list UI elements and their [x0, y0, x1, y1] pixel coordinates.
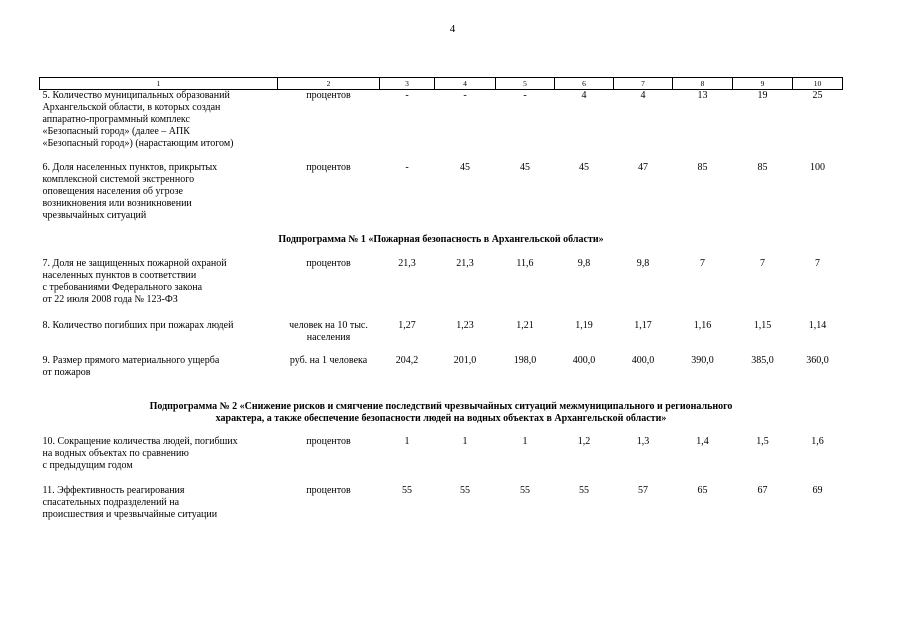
value-cell: 45	[579, 161, 589, 173]
value-cell: 1,4	[696, 435, 709, 447]
indicator-name-line: с требованиями Федерального закона	[42, 281, 203, 293]
column-header: 2	[278, 78, 380, 90]
indicator-name-line: 9. Размер прямого материального ущерба	[42, 354, 220, 366]
indicator-name-line: 8. Количество погибших при пожарах людей	[42, 319, 234, 331]
indicator-name-line: происшествия и чрезвычайные ситуации	[42, 508, 218, 520]
indicator-name-line: чрезвычайных ситуаций	[42, 209, 147, 221]
indicator-name-line: «Безопасный город» (далее – АПК	[42, 126, 190, 137]
subprogram-heading-line: Подпрограмма № 2 «Снижение рисков и смягчение последствий чрезвычайных ситуаций межмуниципального и регионального	[149, 401, 733, 412]
value-cell: 1	[462, 435, 468, 447]
value-cell: 1	[522, 435, 528, 447]
indicator-name-line: «Безопасный город») (нарастающим итогом)	[42, 138, 234, 149]
value-cell: 7	[760, 257, 765, 269]
unit-line: процентов	[306, 484, 351, 496]
column-header: 5	[496, 78, 555, 90]
subprogram-heading	[40, 391, 843, 436]
page-number: 4	[449, 23, 456, 35]
indicator-name	[40, 320, 278, 355]
unit-cell	[278, 355, 380, 391]
column-header: 4	[435, 78, 496, 90]
indicator-name	[40, 258, 278, 320]
table-row	[40, 436, 843, 485]
column-header: 7	[614, 78, 673, 90]
subprogram-heading-line: Подпрограмма № 1 «Пожарная безопасность в Архангельской области»	[278, 233, 604, 245]
value-cell: 1,21	[516, 319, 534, 331]
indicator-name-line: комплексной системой экстренного	[42, 173, 195, 185]
column-header: 3	[380, 78, 435, 90]
value-cell: 1	[404, 435, 410, 447]
value-cell: -	[405, 161, 409, 173]
column-header: 10	[793, 78, 843, 90]
indicators-table	[39, 77, 843, 525]
indicator-name-line: оповещения населения об угрозе	[42, 185, 183, 197]
indicator-name-line: спасательных подразделений на	[42, 496, 180, 508]
value-cell: 4	[640, 90, 646, 101]
table-row	[40, 162, 843, 234]
value-cell: 1,19	[575, 319, 593, 331]
indicator-name-line: 6. Доля населенных пунктов, прикрытых	[42, 161, 218, 173]
value-cell: 390,0	[691, 354, 714, 366]
value-cell: -	[405, 90, 409, 101]
unit-line: человек на 10 тыс.	[289, 319, 368, 331]
value-cell: 1,2	[577, 435, 591, 447]
value-cell: 1,17	[634, 319, 652, 331]
unit-cell	[278, 90, 380, 162]
value-cell: 400,0	[572, 354, 596, 366]
table-row	[40, 355, 843, 391]
value-cell: 1,27	[398, 319, 416, 331]
indicator-name	[40, 485, 278, 525]
value-cell: 57	[638, 484, 648, 496]
value-cell: 13	[697, 90, 708, 101]
indicator-name-line: аппаратно-программный комплекс	[42, 114, 190, 125]
value-cell: -	[463, 90, 467, 101]
value-cell: 21,3	[398, 257, 416, 269]
table-row	[40, 320, 843, 355]
indicator-name	[40, 355, 278, 391]
table-row	[40, 258, 843, 320]
indicator-name-line: 5. Количество муниципальных образований	[42, 90, 230, 101]
indicator-name-line: населенных пунктов в соответствии	[42, 269, 197, 281]
value-cell: 65	[697, 484, 708, 496]
value-cell: 100	[810, 161, 825, 173]
unit-line: населения	[306, 331, 351, 343]
value-cell: 400,0	[631, 354, 655, 366]
unit-cell	[278, 436, 380, 485]
value-cell: 25	[812, 90, 823, 101]
unit-cell	[278, 320, 380, 355]
value-cell: 385,0	[751, 354, 774, 366]
subprogram-row	[40, 391, 843, 436]
table-row	[40, 90, 843, 162]
indicator-name-line: на водных объектах по сравнению	[42, 447, 189, 459]
value-cell: 1,14	[808, 319, 827, 331]
value-cell: 1,3	[636, 435, 650, 447]
subprogram-heading-line: характера, а также обеспечение безопасности людей на водных объектах в Архангельской области»	[215, 413, 667, 424]
value-cell: 85	[697, 161, 708, 173]
value-cell: 69	[812, 484, 823, 496]
indicator-name-line: 10. Сокращение количества людей, погибших	[42, 435, 238, 447]
indicator-name-line: от пожаров	[42, 366, 91, 378]
indicator-name	[40, 162, 278, 234]
column-header: 8	[673, 78, 733, 90]
value-cell: 7	[700, 257, 705, 269]
indicator-name-line: с предыдущим годом	[42, 459, 133, 471]
value-cell: 45	[520, 161, 530, 173]
unit-cell	[278, 258, 380, 320]
unit-line: руб. на 1 человека	[289, 354, 368, 366]
value-cell: 85	[757, 161, 768, 173]
indicator-name-line: 7. Доля не защищенных пожарной охраной	[42, 257, 227, 269]
value-cell: 7	[815, 257, 820, 269]
subprogram-heading	[40, 234, 843, 258]
indicator-name-line: 11. Эффективность реагирования	[42, 484, 185, 496]
indicator-name-line: Архангельской области, в которых создан	[42, 102, 221, 113]
indicator-name	[40, 90, 278, 162]
value-cell: 204,2	[395, 354, 419, 366]
indicator-name-line: от 22 июля 2008 года № 123-ФЗ	[42, 293, 178, 305]
value-cell: 1,16	[693, 319, 712, 331]
unit-line: процентов	[306, 161, 351, 173]
unit-line: процентов	[306, 90, 351, 101]
value-cell: 19	[757, 90, 768, 101]
unit-cell	[278, 162, 380, 234]
value-cell: 1,15	[753, 319, 772, 331]
value-cell: 360,0	[806, 354, 829, 366]
unit-cell	[278, 485, 380, 525]
indicator-name	[40, 436, 278, 485]
value-cell: 1,23	[456, 319, 474, 331]
value-cell: 11,6	[516, 257, 534, 269]
value-cell: -	[523, 90, 527, 101]
value-cell: 67	[757, 484, 768, 496]
value-cell: 9,8	[636, 257, 650, 269]
column-header: 9	[733, 78, 793, 90]
value-cell: 21,3	[456, 257, 474, 269]
unit-line: процентов	[306, 435, 351, 447]
value-cell: 45	[460, 161, 470, 173]
column-header: 6	[555, 78, 614, 90]
value-cell: 1,5	[756, 435, 769, 447]
indicator-name-line: возникновения или возникновении	[42, 197, 192, 209]
value-cell: 198,0	[513, 354, 537, 366]
value-cell: 47	[638, 161, 648, 173]
subprogram-row	[40, 234, 843, 258]
value-cell: 201,0	[453, 354, 477, 366]
value-cell: 55	[402, 484, 412, 496]
column-header: 1	[40, 78, 278, 90]
value-cell: 1,6	[811, 435, 824, 447]
value-cell: 55	[460, 484, 470, 496]
value-cell: 55	[579, 484, 589, 496]
table-row	[40, 485, 843, 525]
value-cell: 55	[520, 484, 530, 496]
value-cell: 9,8	[577, 257, 591, 269]
unit-line: процентов	[306, 257, 351, 269]
column-number-header-row	[40, 78, 843, 90]
value-cell: 4	[581, 90, 587, 101]
